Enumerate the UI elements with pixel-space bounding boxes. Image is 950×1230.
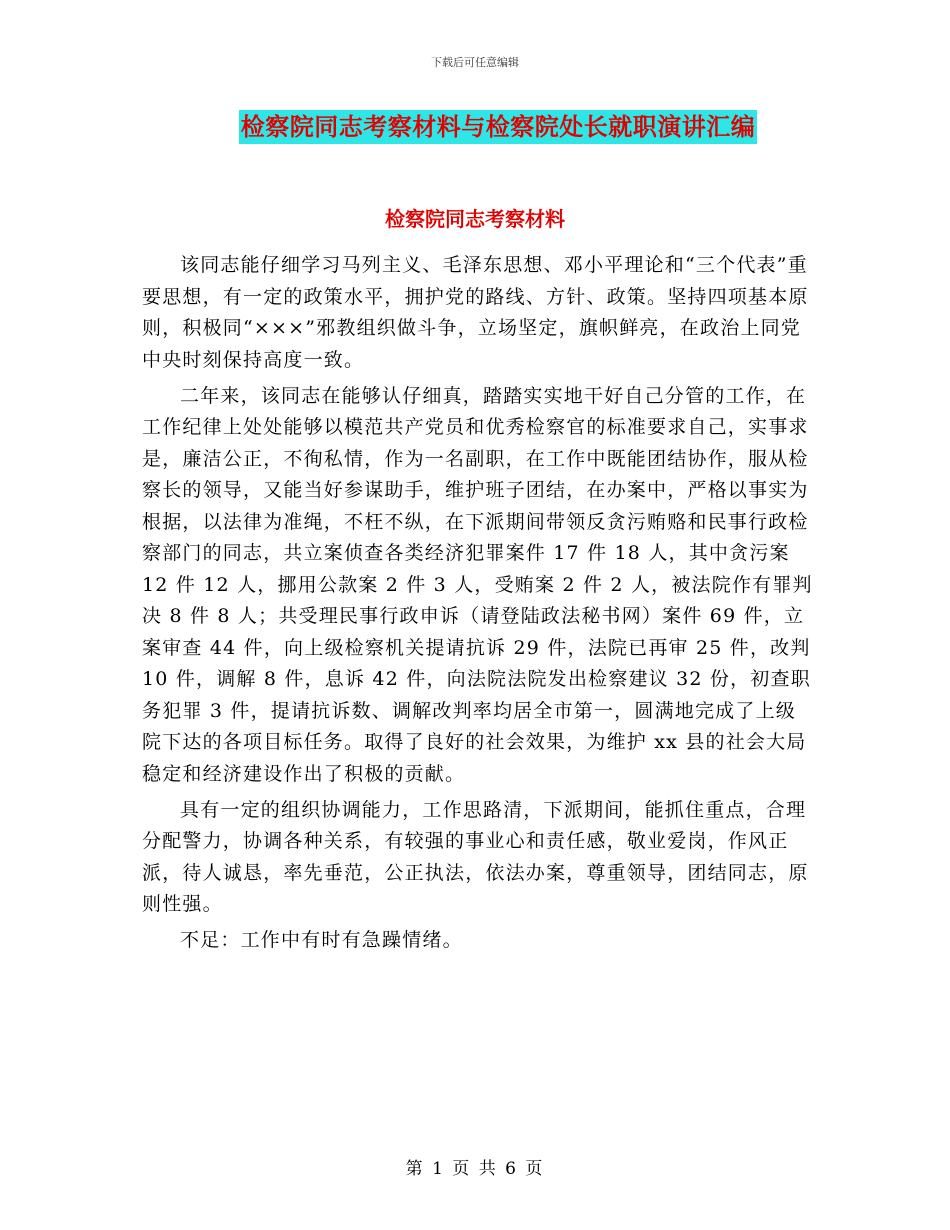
paragraph: 不足：工作中有时有急躁情绪。 <box>180 929 463 951</box>
main-title-container <box>0 110 950 144</box>
section-title: 检察院同志考察材料 <box>385 207 565 231</box>
paragraph: 具有一定的组织协调能力，工作思路清，下派期间，能抓住重点，合理分配警力，协调各种关系，有较强的事业心和责任感，敬业爱岗，作风正派，待人诚恳，率先垂范，公正执法，依法办案，尊重领导，团结同志，原则性强。 <box>142 798 809 915</box>
header-note: 下载后可任意编辑 <box>431 56 519 69</box>
paragraph: 该同志能仔细学习马列主义、毛泽东思想、邓小平理论和“三个代表”重要思想，有一定的政策水平，拥护党的路线、方针、政策。坚持四项基本原则，积极同“×××”邪教组织做斗争，立场坚定，旗帜鲜亮，在政治上同党中央时刻保持高度一致。 <box>142 254 809 371</box>
main-title: 检察院同志考察材料与检察院处长就职演讲汇编 <box>239 110 758 144</box>
page-number: 第 1 页 共 6 页 <box>405 1159 545 1179</box>
document-body <box>142 250 814 961</box>
paragraph: 二年来，该同志在能够认仔细真，踏踏实实地干好自己分管的工作，在工作纪律上处处能够以模范共产党员和优秀检察官的标准要求自己，实事求是，廉洁公正，不徇私情，作为一名副职，在工作中既能团结协作，服从检察长的领导，又能当好参谋助手，维护班子团结，在办案中，严格以事实为根据，以法律为准绳，不枉不纵，在下派期间带领反贪污贿赂和民事行政检察部门的同志，共立案侦查各类经济犯罪案件 17 件 18 人，其中贪污案 12 件 12 人，挪用公款案 2 件 3 人，受贿案 2 件 2 人，被法院作有罪判决 8 件 8 人；共受理民事行政申诉（请登陆政法秘书网）案件 69 件，立案审查 44 件，向上级检察机关提请抗诉 29 件，法院已再审 25 件，改判 10 件，调解 8 件，息诉 42 件，向法院法院发出检察建议 32 份，初查职务犯罪 3 件，提请抗诉数、调解改判率均居全市第一，圆满地完成了上级院下达的各项目标任务。取得了良好的社会效果，为维护 xx 县的社会大局稳定和经济建设作出了积极的贡献。 <box>142 384 813 785</box>
